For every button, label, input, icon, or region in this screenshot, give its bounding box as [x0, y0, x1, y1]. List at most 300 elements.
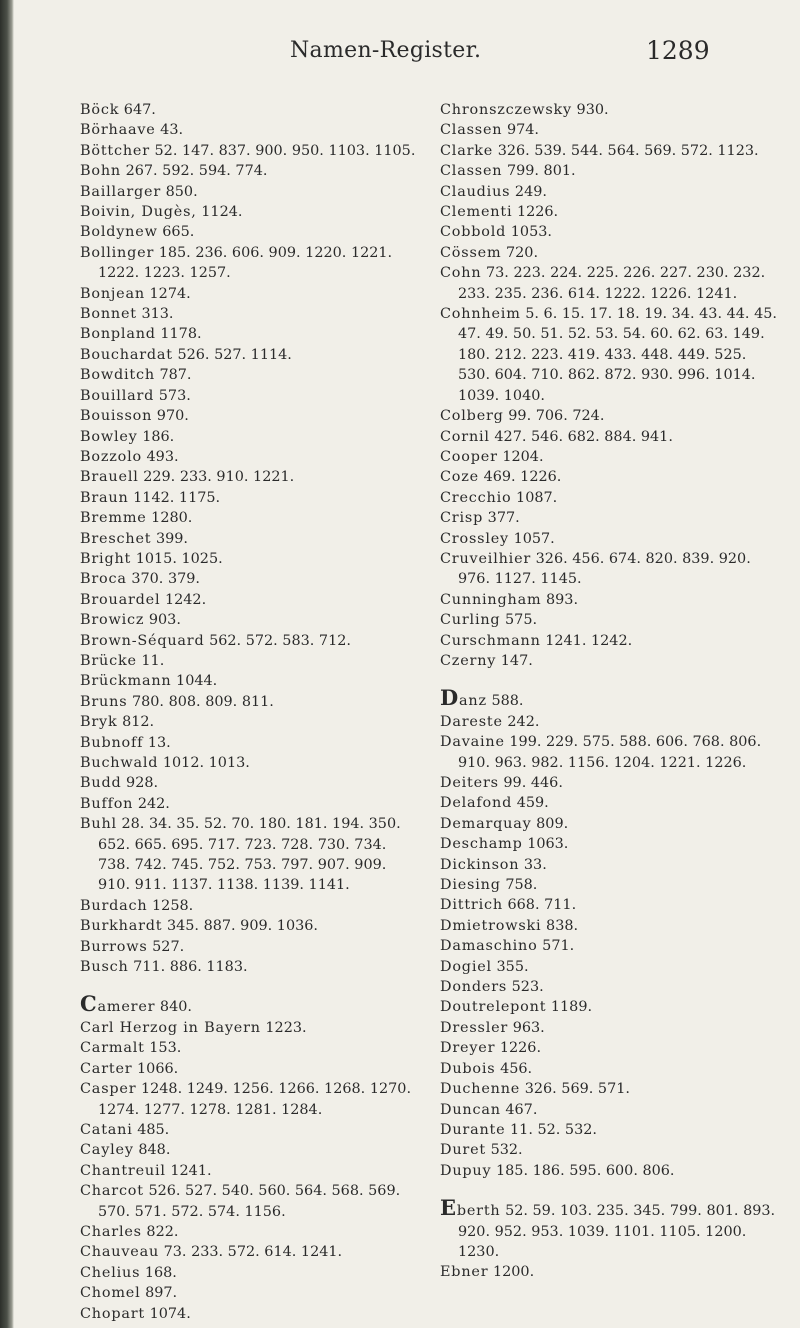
entry-name: Crecchio	[440, 489, 512, 506]
entry-page-refs: 168.	[144, 1264, 177, 1281]
entry-name: Chopart	[80, 1305, 145, 1322]
page-binding-edge	[0, 0, 14, 1328]
entry-page-refs: 527.	[152, 938, 185, 955]
index-entry	[80, 222, 420, 242]
entry-name: Bozzolo	[80, 448, 142, 465]
index-entry	[80, 1263, 420, 1283]
index-entry	[440, 1059, 780, 1079]
index-entry	[440, 1018, 780, 1038]
index-entry	[80, 488, 420, 508]
entry-name: Bowditch	[80, 367, 155, 384]
entry-name: Budd	[80, 775, 122, 792]
entry-name: Dmietrowski	[440, 917, 542, 934]
entry-page-refs: 812.	[122, 714, 155, 731]
entry-page-refs: 185. 236. 606. 909. 1220. 1221. 1222. 1223. 1257.	[98, 244, 393, 282]
index-entry	[440, 529, 780, 549]
entry-page-refs: 822.	[146, 1223, 179, 1240]
entry-page-refs: 1242.	[164, 591, 207, 608]
index-entry	[80, 1059, 420, 1079]
index-entry	[80, 733, 420, 753]
index-entry	[440, 977, 780, 997]
entry-name	[440, 685, 487, 711]
index-entry	[80, 1283, 420, 1303]
index-entry	[440, 1195, 780, 1262]
entry-page-refs: 758.	[505, 877, 538, 894]
entry-name: Doutrelepont	[440, 999, 547, 1016]
entry-page-refs: 526. 527. 540. 560. 564. 568. 569. 570. 571. 572. 574. 1156.	[98, 1183, 401, 1220]
index-entry	[440, 1161, 780, 1181]
entry-name: Cooper	[440, 448, 498, 465]
index-entry	[80, 467, 420, 487]
index-entry	[440, 793, 780, 813]
index-entry	[80, 427, 420, 447]
entry-name: Busch	[80, 959, 129, 976]
entry-page-refs: 73. 223. 224. 225. 226. 227. 230. 232. 233. 235. 236. 614. 1222. 1226. 1241.	[458, 265, 766, 302]
entry-page-refs: 199. 229. 575. 588. 606. 768. 806. 910. 963. 982. 1156. 1204. 1221. 1226.	[458, 734, 762, 771]
entry-page-refs: 928.	[126, 775, 159, 792]
entry-page-refs: 1053.	[510, 224, 552, 241]
index-entry	[80, 692, 420, 712]
entry-name: Classen	[440, 122, 503, 139]
entry-name: Bremme	[80, 510, 147, 527]
index-entry	[440, 100, 780, 120]
entry-page-refs: 1066.	[137, 1060, 179, 1077]
entry-page-refs: 848.	[138, 1142, 171, 1159]
entry-name-rest: berth	[456, 1203, 501, 1220]
entry-page-refs: 523.	[511, 979, 544, 996]
entry-name: Duchenne	[440, 1081, 521, 1098]
entry-page-refs: 571.	[542, 938, 575, 955]
entry-page-refs: 963.	[512, 1019, 545, 1036]
entry-page-refs: 573.	[158, 387, 191, 404]
index-entry	[80, 569, 420, 589]
index-entry	[80, 1079, 420, 1120]
entry-page-refs: 456.	[500, 1060, 533, 1077]
entry-page-refs: 73. 233. 572. 614. 1241.	[163, 1244, 343, 1261]
entry-page-refs: 1063.	[527, 836, 569, 853]
entry-page-refs: 99. 446.	[503, 775, 563, 791]
index-entry	[80, 1161, 420, 1181]
index-entry	[440, 304, 780, 406]
entry-page-refs: 13.	[147, 734, 171, 751]
entry-name-rest: anz	[459, 693, 487, 710]
section-initial-letter: E	[440, 1195, 457, 1221]
index-entry	[440, 427, 780, 447]
index-entry	[440, 875, 780, 895]
page-title: Namen-Register.	[290, 38, 482, 63]
entry-page-refs: 562. 572. 583. 712.	[209, 632, 351, 649]
entry-name: Duret	[440, 1142, 486, 1159]
entry-page-refs: 532.	[490, 1142, 523, 1159]
index-entry	[80, 529, 420, 549]
entry-name: Baillarger	[80, 183, 162, 200]
entry-name: Charcot	[80, 1183, 144, 1200]
entry-name-rest: amerer	[97, 999, 156, 1016]
entry-page-refs: 1178.	[160, 326, 202, 343]
entry-name: Buffon	[80, 795, 134, 812]
entry-page-refs: 903.	[148, 612, 181, 629]
entry-page-refs: 153.	[149, 1040, 182, 1057]
entry-name	[440, 1195, 501, 1221]
entry-name: Davaine	[440, 734, 505, 751]
entry-page-refs: 1074.	[149, 1305, 191, 1322]
index-entry	[80, 345, 420, 365]
entry-page-refs: 780. 808. 809. 811.	[131, 693, 274, 710]
entry-name: Broca	[80, 571, 127, 588]
entry-name: Burrows	[80, 938, 148, 955]
entry-name: Cohnheim	[440, 306, 521, 323]
entry-page-refs: 1248. 1249. 1256. 1266. 1268. 1270. 1274. 1277. 1278. 1281. 1284.	[98, 1081, 412, 1118]
entry-page-refs: 1280.	[151, 510, 193, 527]
index-entry	[440, 895, 780, 915]
entry-page-refs: 1241.	[170, 1162, 212, 1179]
letter-section-gap	[440, 1181, 780, 1199]
index-entry	[440, 610, 780, 630]
entry-name: Carl Herzog in Bayern	[80, 1019, 261, 1036]
entry-page-refs: 377.	[487, 510, 520, 527]
entry-page-refs: 799. 801.	[506, 163, 576, 180]
entry-name: Burdach	[80, 897, 148, 914]
index-entry	[80, 590, 420, 610]
index-entry	[80, 937, 420, 957]
entry-page-refs: 355.	[496, 958, 529, 975]
entry-name: Brauell	[80, 469, 139, 486]
index-entry	[440, 651, 780, 671]
index-entry	[440, 120, 780, 140]
index-entry	[440, 685, 780, 711]
entry-page-refs: 1226.	[499, 1040, 542, 1057]
entry-name: Crossley	[440, 530, 509, 547]
index-entry	[440, 1079, 780, 1099]
index-entry	[80, 916, 420, 936]
index-entry	[80, 386, 420, 406]
index-entry	[80, 447, 420, 467]
entry-name: Bubnoff	[80, 734, 144, 751]
entry-page-refs: 52. 147. 837. 900. 950. 1103. 1105.	[154, 142, 416, 159]
entry-page-refs: 185. 186. 595. 600. 806.	[496, 1162, 675, 1179]
entry-name: Cössem	[440, 244, 502, 261]
entry-name: Curling	[440, 612, 501, 629]
entry-page-refs: 1189.	[550, 999, 593, 1016]
index-entry	[440, 1262, 780, 1282]
entry-page-refs: 787.	[159, 367, 192, 384]
entry-name: Brouardel	[80, 591, 161, 608]
entry-name: Boldynew	[80, 224, 158, 241]
entry-page-refs: 1012. 1013.	[162, 755, 250, 771]
entry-name: Dubois	[440, 1060, 496, 1077]
index-entry	[440, 590, 780, 610]
entry-name	[80, 991, 156, 1017]
index-entry	[440, 1100, 780, 1120]
entry-name: Clementi	[440, 204, 513, 221]
entry-name: Charles	[80, 1223, 142, 1240]
entry-page-refs: 930.	[576, 102, 609, 118]
page-number: 1289	[646, 36, 710, 65]
entry-name: Cornil	[440, 428, 490, 445]
index-entry	[440, 936, 780, 956]
entry-name: Cayley	[80, 1142, 134, 1159]
entry-name: Bruns	[80, 693, 128, 710]
entry-page-refs: 526. 527. 1114.	[177, 346, 292, 363]
entry-name: Bouillard	[80, 387, 155, 404]
index-entry	[80, 896, 420, 916]
entry-page-refs: 370. 379.	[131, 571, 201, 588]
entry-name: Coze	[440, 469, 479, 486]
entry-page-refs: 345. 887. 909. 1036.	[166, 918, 318, 935]
entry-page-refs: 1057.	[513, 530, 555, 547]
index-entry	[80, 324, 420, 344]
entry-name: Dressler	[440, 1019, 509, 1036]
entry-page-refs: 186.	[142, 428, 175, 445]
index-entry	[440, 406, 780, 426]
letter-section-gap	[440, 671, 780, 689]
index-column-right	[440, 100, 780, 1283]
index-entry	[440, 182, 780, 202]
entry-page-refs: 249.	[514, 183, 547, 200]
entry-page-refs: 575.	[505, 612, 538, 629]
letter-section-gap	[80, 977, 420, 995]
entry-name: Dickinson	[440, 856, 520, 873]
entry-page-refs: 242.	[507, 713, 540, 730]
index-entry	[80, 1018, 420, 1038]
entry-name: Bonjean	[80, 285, 145, 302]
entry-name: Cruveilhier	[440, 550, 532, 567]
entry-page-refs: 1204.	[502, 448, 544, 465]
index-entry	[440, 161, 780, 181]
index-entry	[80, 406, 420, 426]
index-entry	[80, 365, 420, 385]
index-entry	[80, 243, 420, 284]
entry-name: Browicz	[80, 612, 145, 629]
entry-name: Böttcher	[80, 142, 150, 159]
index-entry	[80, 1038, 420, 1058]
index-entry	[440, 814, 780, 834]
index-entry	[440, 141, 780, 161]
entry-name: Cunningham	[440, 591, 542, 608]
entry-name: Czerny	[440, 652, 497, 669]
index-entry	[80, 794, 420, 814]
entry-name: Donders	[440, 979, 508, 996]
index-entry	[80, 1140, 420, 1160]
entry-page-refs: 1223.	[265, 1019, 307, 1036]
entry-name: Clarke	[440, 142, 494, 159]
entry-page-refs: 326. 569. 571.	[524, 1081, 630, 1098]
entry-name: Duncan	[440, 1101, 501, 1118]
entry-page-refs: 974.	[506, 122, 539, 139]
entry-name: Dittrich	[440, 897, 503, 914]
index-entry	[80, 773, 420, 793]
entry-page-refs: 588.	[491, 693, 524, 710]
entry-page-refs: 459.	[516, 795, 549, 812]
entry-name: Dupuy	[440, 1162, 492, 1179]
entry-name: Braun	[80, 489, 129, 506]
entry-page-refs: 33.	[523, 856, 547, 873]
index-entry	[80, 141, 420, 161]
entry-page-refs: 43.	[160, 122, 184, 139]
entry-page-refs: 326. 539. 544. 564. 569. 572. 1123.	[497, 142, 759, 159]
entry-name: Cobbold	[440, 224, 507, 241]
entry-name: Catani	[80, 1121, 133, 1138]
entry-page-refs: 809.	[536, 815, 569, 832]
entry-name: Colberg	[440, 408, 504, 425]
entry-name: Chelius	[80, 1264, 141, 1281]
index-entry	[440, 916, 780, 936]
entry-name: Brown-Séquard	[80, 632, 205, 649]
entry-page-refs: 147.	[500, 652, 533, 669]
index-entry	[80, 182, 420, 202]
entry-name: Cohn	[440, 265, 482, 282]
index-entry	[80, 712, 420, 732]
index-entry	[440, 1038, 780, 1058]
index-entry	[80, 100, 420, 120]
entry-name: Chantreuil	[80, 1162, 166, 1179]
entry-name: Ebner	[440, 1264, 489, 1281]
entry-name: Curschmann	[440, 632, 541, 649]
page-header	[0, 38, 800, 74]
entry-name: Demarquay	[440, 815, 532, 832]
entry-page-refs: 326. 456. 674. 820. 839. 920. 976. 1127. 1145.	[458, 550, 751, 588]
entry-page-refs: 11. 52. 532.	[510, 1121, 597, 1138]
entry-page-refs: 1124.	[201, 204, 243, 221]
entry-name: Classen	[440, 163, 503, 180]
entry-page-refs: 11.	[141, 652, 165, 669]
entry-name: Casper	[80, 1081, 137, 1098]
entry-name: Bonpland	[80, 326, 156, 343]
index-entry	[440, 488, 780, 508]
index-entry	[440, 549, 780, 590]
entry-page-refs: 647.	[123, 102, 156, 118]
index-entry	[80, 1222, 420, 1242]
entry-page-refs: 970.	[156, 408, 189, 425]
entry-page-refs: 893.	[545, 591, 579, 608]
index-entry	[80, 508, 420, 528]
index-entry	[440, 732, 780, 773]
entry-name: Deschamp	[440, 836, 523, 853]
entry-page-refs: 467.	[505, 1101, 538, 1118]
index-entry	[440, 202, 780, 222]
entry-name: Carter	[80, 1060, 133, 1077]
entry-name: Durante	[440, 1121, 506, 1138]
entry-name: Brückmann	[80, 673, 172, 690]
index-entry	[80, 1242, 420, 1262]
entry-name: Chronszczewsky	[440, 102, 572, 118]
entry-page-refs: 840.	[159, 999, 192, 1016]
entry-page-refs: 5. 6. 15. 17. 18. 19. 34. 43. 44. 45. 47. 49. 50. 51. 52. 53. 54. 60. 62. 63. 149. 180. 212. 223. 419. 433. 448. 449. 525. 530. 604. 710. 862. 872. 930. 996. 1014. 1039. 1040.	[458, 306, 777, 404]
index-entry	[440, 243, 780, 263]
entry-page-refs: 665.	[162, 224, 195, 241]
index-entry	[440, 997, 780, 1017]
index-entry	[80, 284, 420, 304]
index-entry	[80, 814, 420, 896]
entry-page-refs: 28. 34. 35. 52. 70. 180. 181. 194. 350. 652. 665. 695. 717. 723. 728. 730. 734. 738. 742. 745. 752. 753. 797. 907. 909. 910. 911. 1137. 1138. 1139. 1141.	[98, 816, 401, 894]
entry-page-refs: 1241. 1242.	[545, 632, 633, 649]
index-entry	[440, 834, 780, 854]
entry-page-refs: 1142. 1175.	[133, 489, 221, 506]
entry-page-refs: 1274.	[149, 285, 191, 302]
entry-name: Bouchardat	[80, 346, 173, 363]
index-entry	[80, 549, 420, 569]
index-entry	[80, 957, 420, 977]
index-entry	[440, 263, 780, 304]
entry-name: Bouisson	[80, 408, 153, 425]
index-entry	[80, 304, 420, 324]
entry-name: Böck	[80, 102, 120, 118]
entry-name: Buhl	[80, 816, 117, 833]
entry-page-refs: 668. 711.	[507, 897, 577, 914]
entry-page-refs: 485.	[137, 1121, 170, 1138]
index-entry	[80, 753, 420, 773]
entry-name: Bright	[80, 550, 132, 567]
index-entry	[80, 991, 420, 1017]
index-entry	[440, 773, 780, 793]
entry-page-refs: 1258.	[152, 897, 194, 914]
index-entry	[80, 1120, 420, 1140]
entry-name: Delafond	[440, 795, 513, 812]
index-entry	[80, 610, 420, 630]
entry-page-refs: 313.	[141, 306, 174, 323]
entry-page-refs: 897.	[145, 1285, 178, 1302]
index-entry	[440, 712, 780, 732]
entry-name: Buchwald	[80, 755, 159, 771]
entry-name: Burkhardt	[80, 918, 163, 935]
entry-page-refs: 493.	[146, 448, 179, 465]
index-entry	[440, 447, 780, 467]
index-entry	[80, 161, 420, 181]
entry-name: Diesing	[440, 877, 501, 894]
entry-name: Dreyer	[440, 1040, 496, 1057]
index-entry	[440, 1120, 780, 1140]
index-entry	[80, 631, 420, 651]
entry-name: Claudius	[440, 183, 511, 200]
entry-name: Damaschino	[440, 938, 538, 955]
entry-name: Dogiel	[440, 958, 492, 975]
entry-page-refs: 720.	[506, 244, 539, 261]
entry-page-refs: 399.	[155, 530, 189, 547]
entry-page-refs: 267. 592. 594. 774.	[125, 163, 268, 180]
index-entry	[80, 1304, 420, 1324]
entry-page-refs: 1015. 1025.	[135, 550, 223, 567]
index-entry	[440, 222, 780, 242]
entry-name: Breschet	[80, 530, 152, 547]
entry-page-refs: 838.	[546, 917, 579, 934]
entry-name: Brücke	[80, 652, 137, 669]
index-entry	[440, 1140, 780, 1160]
index-entry	[80, 202, 420, 222]
entry-page-refs: 711. 886. 1183.	[133, 959, 248, 976]
entry-name: Chomel	[80, 1285, 141, 1302]
index-entry	[440, 855, 780, 875]
entry-name: Bohn	[80, 163, 121, 180]
entry-page-refs: 1044.	[176, 673, 218, 690]
entry-name: Bonnet	[80, 306, 137, 323]
entry-name: Dareste	[440, 713, 503, 730]
entry-name: Bryk	[80, 714, 118, 731]
entry-name: Carmalt	[80, 1040, 145, 1057]
section-initial-letter: C	[80, 991, 98, 1017]
entry-page-refs: 850.	[165, 183, 198, 200]
entry-page-refs: 469. 1226.	[483, 469, 562, 486]
index-entry	[440, 467, 780, 487]
entry-name: Chauveau	[80, 1244, 160, 1261]
section-initial-letter: D	[440, 685, 460, 711]
index-entry	[440, 631, 780, 651]
index-entry	[80, 1181, 420, 1222]
index-entry	[80, 651, 420, 671]
index-column-left	[80, 100, 420, 1324]
entry-name: Börhaave	[80, 122, 156, 139]
index-entry	[80, 671, 420, 691]
entry-name: Crisp	[440, 510, 484, 527]
